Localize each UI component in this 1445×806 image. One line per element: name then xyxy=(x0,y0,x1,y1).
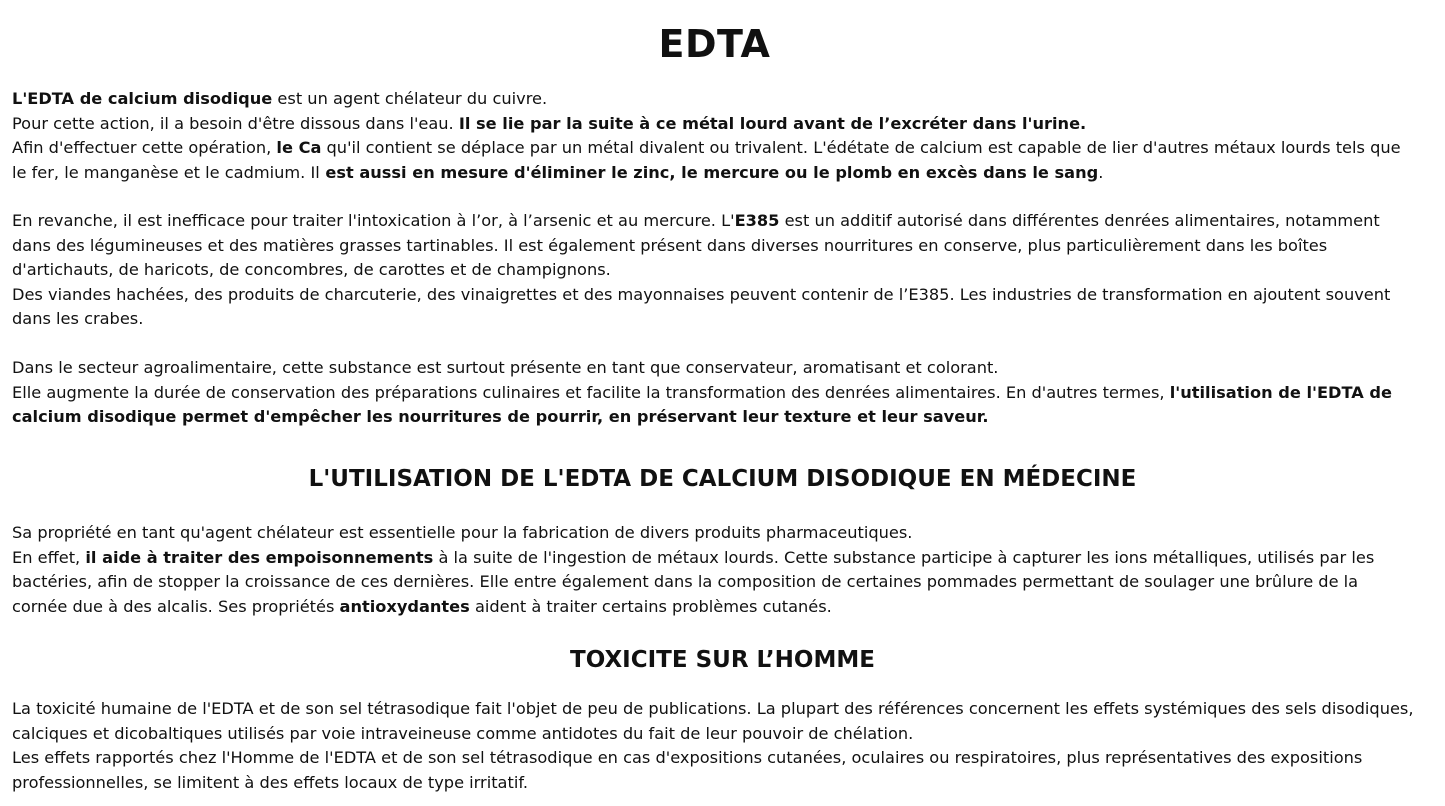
medicine-paragraph-1: Sa propriété en tant qu'agent chélateur est essentielle pour la fabrication de divers produits pharmaceutiques. xyxy=(12,523,913,542)
medicine-heading: L'UTILISATION DE L'EDTA DE CALCIUM DISODIQUE EN MÉDECINE xyxy=(308,466,1137,492)
usage-section xyxy=(12,209,1417,332)
toxicity-heading: TOXICITE SUR L’HOMME xyxy=(570,647,875,673)
text: Afin d'effectuer cette opération, xyxy=(12,138,277,158)
bold-text: antioxydantes xyxy=(339,596,470,616)
page-title: EDTA xyxy=(658,22,771,66)
text: En effet, xyxy=(12,547,86,567)
bold-text: E385 xyxy=(734,211,780,230)
bold-text: l'utilisation de l'EDTA de calcium disodique permet d'empêcher les nourritures de pourrir, en préservant leur texture et leur saveur. xyxy=(12,382,1392,427)
agro-section xyxy=(12,356,1417,430)
medicine-paragraph-2 xyxy=(12,546,1417,620)
text: En revanche, il est inefficace pour traiter l'intoxication à l’or, à l’arsenic et au mercure. L' xyxy=(12,211,735,230)
text: Pour cette action, il a besoin d'être dissous dans l'eau. xyxy=(12,113,459,133)
intro-line-3 xyxy=(12,136,1417,185)
intro-line-1 xyxy=(12,87,1417,112)
text: Elle augmente la durée de conservation des préparations culinaires et facilite la transformation des denrées alimentaires. En d'autres termes, xyxy=(12,382,1170,402)
usage-paragraph-1 xyxy=(12,209,1417,283)
toxicity-paragraph-2: Les effets rapportés chez l'Homme de l'EDTA et de son sel tétrasodique en cas d'expositions cutanées, oculaires ou respiratoires, plus représentatives des expositions professionnelles, se limitent à des effets locaux de type irritatif. xyxy=(12,748,1363,792)
toxicity-section xyxy=(12,697,1417,795)
intro-line-2 xyxy=(12,112,1417,137)
text: est un additif autorisé dans différentes denrées alimentaires, notamment dans des légumineuses et des matières grasses tartinables. Il est également présent dans diverses nourritures en conserve, plus particulièrement dans les boîtes d'artichauts, de haricots, de concombres, de carottes et de champignons. xyxy=(12,211,1380,280)
text: aident à traiter certains problèmes cutanés. xyxy=(469,596,832,616)
bold-text: est aussi en mesure d'éliminer le zinc, le mercure ou le plomb en excès dans le sang xyxy=(319,162,1099,182)
agro-paragraph-2 xyxy=(12,381,1417,430)
text: . xyxy=(1098,162,1104,182)
bold-text: le Ca xyxy=(276,138,322,158)
usage-paragraph-2: Des viandes hachées, des produits de charcuterie, des vinaigrettes et des mayonnaises peuvent contenir de l’E385. Les industries de transformation en ajoutent souvent dans les crabes. xyxy=(12,284,1391,329)
bold-text: il aide à traiter des empoisonnements xyxy=(85,547,434,567)
agro-paragraph-1: Dans le secteur agroalimentaire, cette substance est surtout présente en tant que conservateur, aromatisant et colorant. xyxy=(12,358,999,377)
toxicity-paragraph-1: La toxicité humaine de l'EDTA et de son sel tétrasodique fait l'objet de peu de publications. La plupart des références concernent les effets systémiques des sels disodiques, calciques et dicobaltiques utilisés par voie intraveineuse comme antidotes du fait de leur pouvoir de chélation. xyxy=(12,699,1414,743)
text: est un agent chélateur du cuivre. xyxy=(272,89,548,108)
text: qu'il contient se déplace par un métal divalent ou trivalent. L'édétate de calcium est capable de lier d'autres métaux lourds tels que le fer, le manganèse et le cadmium. Il xyxy=(12,138,1401,182)
medicine-section xyxy=(12,521,1417,619)
bold-text: L'EDTA de calcium disodique xyxy=(12,89,273,108)
intro-section xyxy=(12,87,1417,185)
bold-text: Il se lie par la suite à ce métal lourd avant de l’excréter dans l'urine. xyxy=(458,113,1087,133)
text: à la suite de l'ingestion de métaux lourds. Cette substance participe à capturer les ions métalliques, utilisés par les bactéries, afin de stopper la croissance de ces dernières. Elle entre également dans la composition de certaines pommades permettant de soulager une brûlure de la cornée due à des alcalis. Ses propriétés xyxy=(12,547,1375,616)
